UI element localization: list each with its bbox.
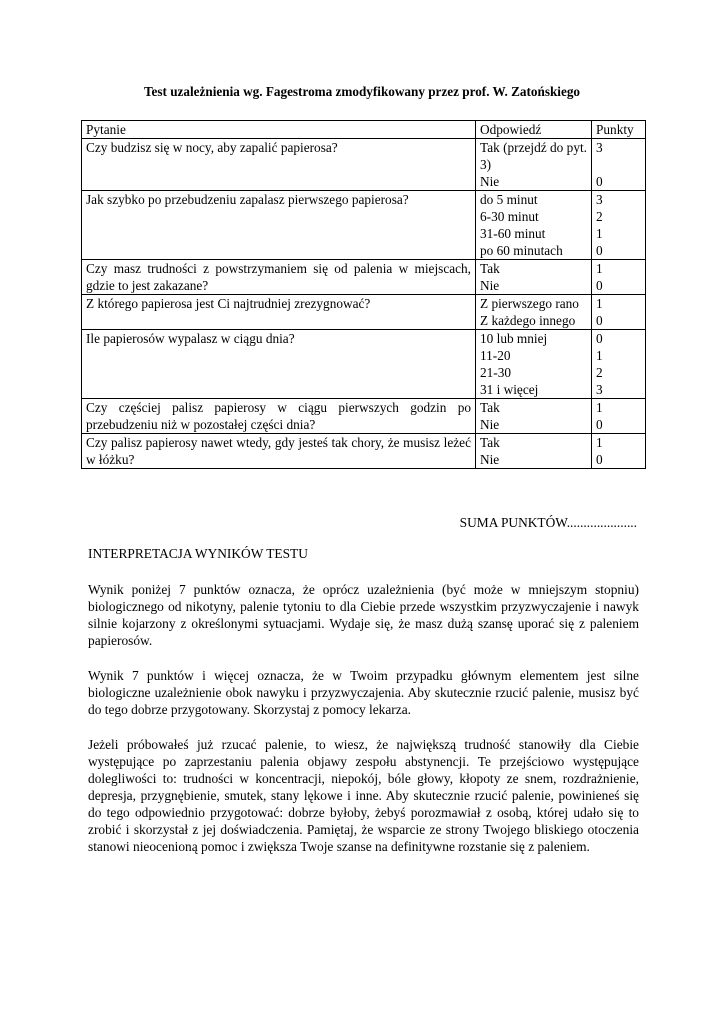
answer-item: Tak	[480, 435, 500, 450]
score-sum-line: SUMA PUNKTÓW.....................	[459, 515, 637, 530]
question-cell: Czy palisz papierosy nawet wtedy, gdy jesteś tak chory, że musisz leżeć w łóżku?	[82, 434, 476, 469]
points-item: 0	[596, 243, 603, 258]
points-item: 1	[596, 400, 603, 415]
points-item: 0	[596, 278, 603, 293]
header-question: Pytanie	[82, 121, 476, 139]
interpretation-paragraph: Wynik 7 punktów i więcej oznacza, że w Twoim przypadku głównym elementem jest silne biologiczne uzależnienie obok nawyku i przyzwyczajenia. Aby skutecznie rzucić palenie, musisz być do tego dobrze przygotowany. Skorzystaj z pomocy lekarza.	[88, 668, 639, 717]
points-item: 1	[596, 296, 603, 311]
answers-cell	[476, 191, 592, 260]
answers-cell	[476, 260, 592, 295]
answer-item: 31 i więcej	[480, 382, 539, 397]
header-answer: Odpowiedź	[476, 121, 592, 139]
table-row	[82, 260, 646, 295]
points-item: 1	[596, 435, 603, 450]
points-cell	[592, 330, 646, 399]
question-cell: Czy masz trudności z powstrzymaniem się od palenia w miejscach, gdzie to jest zakazane?	[82, 260, 476, 295]
points-item: 0	[596, 174, 603, 189]
points-cell	[592, 295, 646, 330]
answer-item: Tak	[480, 400, 500, 415]
points-item: 1	[596, 261, 603, 276]
answer-item: Tak	[480, 261, 500, 276]
points-item: 0	[596, 417, 603, 432]
answer-item: Tak (przejdź do pyt. 3)	[480, 140, 587, 172]
table-row	[82, 434, 646, 469]
answers-cell	[476, 399, 592, 434]
answers-cell	[476, 330, 592, 399]
answers-cell	[476, 139, 592, 191]
points-cell	[592, 434, 646, 469]
points-cell	[592, 260, 646, 295]
answer-item: Z pierwszego rano	[480, 296, 579, 311]
points-item: 3	[596, 382, 603, 397]
interpretation-paragraph: Jeżeli próbowałeś już rzucać palenie, to wiesz, że największą trudność stanowiły dla Ciebie występujące po zaprzestaniu palenia objawy zespołu abstynencji. Te przejściowo występujące dolegliwości to: trudności w koncentracji, niepokój, bóle głowy, kłopoty ze snem, rozdrażnienie, depresja, przygnębienie, smutek, stany lękowe i inne. Aby skutecznie rzucić palenie, powinieneś się do tego odpowiednio przygotować: dobrze byłoby, żebyś porozmawiał z osobą, której udało się to zrobić i skorzystał z jej doświadczenia. Pamiętaj, że wsparcie ze strony Twojego bliskiego otoczenia stanowi nieocenioną pomoc i zwiększa Twoje szanse na definitywne rozstanie się z paleniem.	[88, 737, 639, 854]
table-row	[82, 399, 646, 434]
points-item: 1	[596, 226, 603, 241]
points-item: 2	[596, 209, 603, 224]
answers-cell	[476, 434, 592, 469]
question-cell: Jak szybko po przebudzeniu zapalasz pierwszego papierosa?	[82, 191, 476, 260]
points-item: 0	[596, 331, 603, 346]
answer-item: 10 lub mniej	[480, 331, 548, 346]
question-cell: Ile papierosów wypalasz w ciągu dnia?	[82, 330, 476, 399]
interpretation-paragraph: Wynik poniżej 7 punktów oznacza, że oprócz uzależnienia (być może w mniejszym stopniu) biologicznego od nikotyny, palenie tytoniu to dla Ciebie przede wszystkim przyzwyczajenie i nawyk silnie kojarzony z określonymi sytuacjami. Wydaje się, że masz dużą szansę uporać się z paleniem papierosów.	[88, 582, 639, 648]
answer-item: Nie	[480, 452, 500, 467]
question-cell: Z którego papierosa jest Ci najtrudniej zrezygnować?	[82, 295, 476, 330]
table-row	[82, 191, 646, 260]
points-item: 3	[596, 140, 603, 155]
answer-item: 31-60 minut	[480, 226, 546, 241]
document-title: Test uzależnienia wg. Fagestroma zmodyfikowany przez prof. W. Zatońskiego	[143, 84, 581, 99]
answer-item: Nie	[480, 417, 500, 432]
table-row	[82, 139, 646, 191]
answer-item: po 60 minutach	[480, 243, 563, 258]
header-points: Punkty	[592, 121, 646, 139]
question-cell: Czy budzisz się w nocy, aby zapalić papierosa?	[82, 139, 476, 191]
answer-item: do 5 minut	[480, 192, 538, 207]
answer-item: 11-20	[480, 348, 511, 363]
table-row	[82, 295, 646, 330]
answer-item: Nie	[480, 174, 500, 189]
points-item: 2	[596, 365, 603, 380]
table-header-row	[82, 121, 646, 139]
answer-item: 21-30	[480, 365, 512, 380]
answer-item: Z każdego innego	[480, 313, 576, 328]
answer-item: 6-30 minut	[480, 209, 539, 224]
points-item: 0	[596, 452, 603, 467]
table-row	[82, 330, 646, 399]
points-cell	[592, 399, 646, 434]
points-item: 1	[596, 348, 603, 363]
question-cell: Czy częściej palisz papierosy w ciągu pierwszych godzin po przebudzeniu niż w pozostałej części dnia?	[82, 399, 476, 434]
interpretation-heading: INTERPRETACJA WYNIKÓW TESTU	[88, 546, 308, 561]
points-cell	[592, 139, 646, 191]
answers-cell	[476, 295, 592, 330]
test-table	[81, 120, 646, 469]
answer-item: Nie	[480, 278, 500, 293]
points-item: 0	[596, 313, 603, 328]
points-cell	[592, 191, 646, 260]
points-item: 3	[596, 192, 603, 207]
